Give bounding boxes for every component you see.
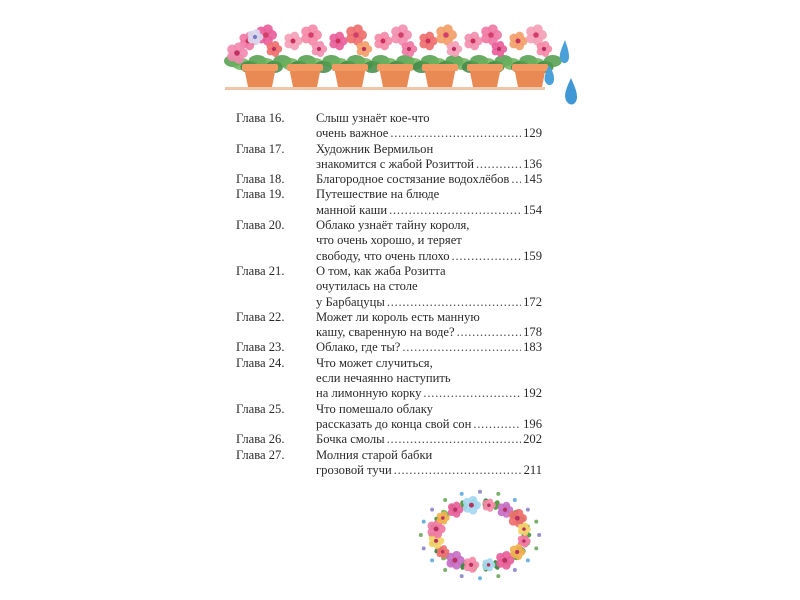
chapter-label: Глава 22. [236,309,285,324]
page-number: 154 [523,202,542,217]
page-number: 136 [523,156,542,171]
toc-entry [236,340,542,355]
dot-leader [457,325,522,340]
toc-entry [236,142,542,173]
page-number: 159 [523,248,542,263]
chapter-title [316,142,542,173]
chapter-title-text: Облако, где ты? [316,340,401,355]
toc-entry [236,218,542,264]
chapter-title-line [316,203,542,218]
chapter-title-line [316,126,542,141]
chapter-label: Глава 25. [236,401,285,416]
chapter-title-line [316,279,542,294]
chapter-title-text: Путешествие на блюде [316,187,440,202]
dot-leader [473,417,521,432]
chapter-title-line [316,448,542,463]
table-of-contents [236,111,542,478]
chapter-label: Глава 21. [236,263,285,278]
toc-entry [236,432,542,447]
chapter-title-text: Облако узнаёт тайну короля, [316,218,470,233]
chapter-title-line [316,356,542,371]
chapter-title-text: грозовой тучи [316,462,392,477]
dot-leader [387,432,521,447]
chapter-label: Глава 19. [236,187,285,202]
chapter-title-text: манной каши [316,202,388,217]
chapter-title-text: Бочка смолы [316,432,385,447]
chapter-title-text: Слыш узнаёт кое-что [316,111,430,125]
chapter-label: Глава 20. [236,218,285,233]
chapter-title-text: очутилась на столе [316,279,418,294]
chapter-title-line [316,340,542,355]
toc-entry [236,356,542,402]
chapter-title-text: рассказать до конца свой сон [316,416,472,431]
toc-entry [236,310,542,341]
chapter-title-line [316,142,542,157]
dot-leader [387,295,521,310]
chapter-label: Глава 27. [236,447,285,462]
chapter-title-text: знакомится с жабой Розиттой [316,156,474,171]
page-number: 196 [523,416,542,431]
chapter-label: Глава 18. [236,172,285,187]
chapter-title-line [316,310,542,325]
chapter-title-line [316,432,542,447]
chapter-title-line [316,386,542,401]
toc-entry [236,448,542,479]
chapter-title-text: что очень хорошо, и теряет [316,233,462,248]
chapter-title-line [316,233,542,248]
chapter-title [316,111,542,142]
dot-leader [511,172,521,187]
flower-pots-illustration [215,15,595,125]
page-number: 192 [523,386,542,401]
flower-wreath-illustration [395,485,565,585]
chapter-title-text: Что помешало облаку [316,401,433,416]
chapter-title-text: Молния старой бабки [316,447,433,462]
page-number: 202 [523,432,542,447]
chapter-label: Глава 26. [236,432,285,447]
toc-entry [236,264,542,310]
chapter-title-line [316,371,542,386]
chapter-title [316,310,542,341]
chapter-title-line [316,187,542,202]
chapter-title-text: свободу, что очень плохо [316,248,450,263]
toc-entry [236,111,542,142]
page-number: 178 [523,325,542,340]
dot-leader [394,463,522,478]
chapter-title [316,264,542,310]
page-number: 211 [523,462,542,477]
chapter-title-text: кашу, сваренную на воде? [316,325,455,340]
chapter-title-text: Художник Вермильон [316,141,434,156]
dot-leader [423,386,521,401]
chapter-title [316,187,542,218]
chapter-title [316,432,542,447]
dot-leader [452,249,522,264]
chapter-title-line [316,402,542,417]
chapter-title-line [316,172,542,187]
chapter-label: Глава 16. [236,111,285,125]
chapter-title-line [316,264,542,279]
chapter-title-line [316,325,542,340]
chapter-title [316,340,542,355]
dot-leader [402,340,521,355]
chapter-title-line [316,295,542,310]
chapter-title-line [316,249,542,264]
dot-leader [389,203,521,218]
chapter-title-line [316,218,542,233]
chapter-title [316,402,542,433]
chapter-title-line [316,111,542,126]
chapter-title-text: у Барбацуцы [316,294,385,309]
toc-entry [236,187,542,218]
dot-leader [476,157,521,172]
page-number: 129 [523,126,542,141]
chapter-title [316,356,542,402]
chapter-label: Глава 24. [236,355,285,370]
page-number: 145 [523,172,543,187]
chapter-title-text: на лимонную корку [316,386,422,401]
page-number: 172 [523,294,542,309]
page-number: 183 [523,340,542,355]
chapter-title-line [316,417,542,432]
chapter-title-text: Благородное состязание водохлёбов [316,172,510,187]
chapter-title-text: очень важное [316,126,389,141]
chapter-title-line [316,463,542,478]
chapter-title [316,218,542,264]
dot-leader [390,126,521,141]
chapter-title-text: если нечаянно наступить [316,371,451,386]
chapter-title-text: Может ли король есть манную [316,309,480,324]
chapter-title-line [316,157,542,172]
chapter-label: Глава 23. [236,340,285,355]
chapter-title-text: О том, как жаба Розитта [316,263,446,278]
chapter-title [316,172,542,187]
toc-entry [236,172,542,187]
chapter-label: Глава 17. [236,141,285,156]
chapter-title [316,448,542,479]
chapter-title-text: Что может случиться, [316,355,433,370]
toc-entry [236,402,542,433]
